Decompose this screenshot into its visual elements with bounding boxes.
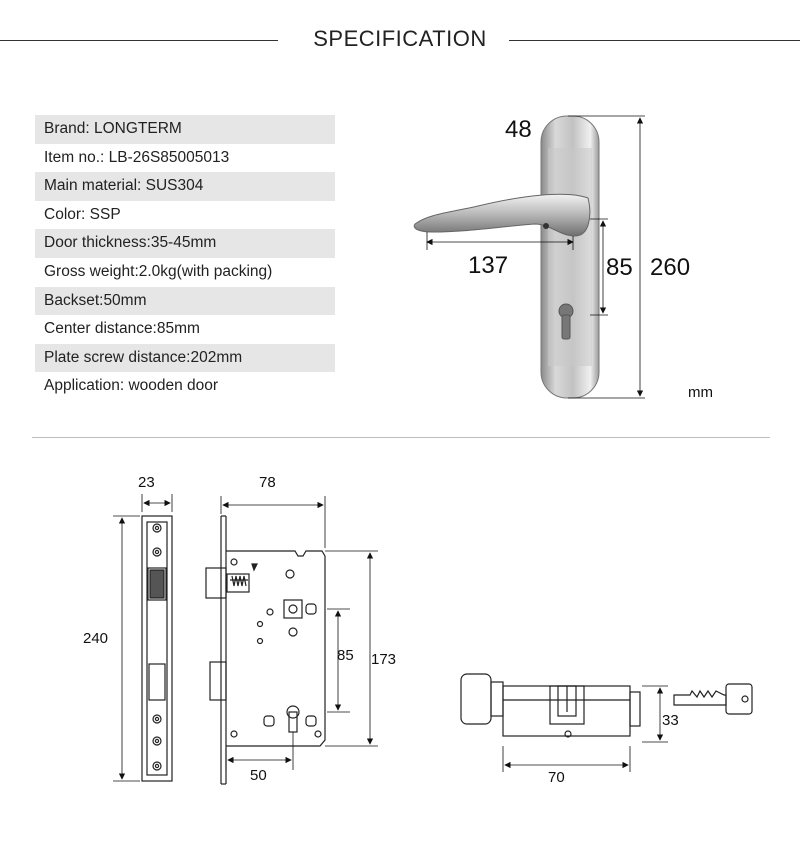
dim-85-body: 85 <box>337 647 354 664</box>
spec-row-plate-screw: Plate screw distance:202mm <box>35 344 335 373</box>
dim-33: 33 <box>662 712 679 729</box>
dim-70: 70 <box>548 769 565 786</box>
spec-row-material: Main material: SUS304 <box>35 172 335 201</box>
spec-row-application: Application: wooden door <box>44 377 219 395</box>
dim-78: 78 <box>259 474 276 491</box>
spec-row-center-distance: Center distance:85mm <box>44 320 200 338</box>
keyhole-body <box>562 315 570 339</box>
cylinder-dimension-lines <box>503 686 668 772</box>
spec-row-gross-weight: Gross weight:2.0kg(with packing) <box>44 262 273 280</box>
dim-240: 240 <box>83 630 109 647</box>
spec-row-backset: Backset:50mm <box>35 287 335 316</box>
spec-row-door-thickness: Door thickness:35-45mm <box>35 229 335 258</box>
dim-48: 48 <box>505 116 532 143</box>
dim-260: 260 <box>650 254 691 281</box>
lock-body-drawing <box>206 516 325 784</box>
page-title: SPECIFICATION <box>0 26 800 52</box>
dim-137: 137 <box>468 252 509 279</box>
dim-50: 50 <box>250 767 267 784</box>
lever-screw <box>543 223 549 229</box>
dim-173: 173 <box>371 651 397 668</box>
spec-row-item-no: Item no.: LB-26S85005013 <box>44 148 230 166</box>
dim-23: 23 <box>138 474 155 491</box>
lever-handle <box>414 194 590 236</box>
spec-row-brand: Brand: LONGTERM <box>35 115 335 144</box>
key-drawing <box>674 684 752 714</box>
lock-body-dimension-lines <box>221 496 378 770</box>
unit-label: mm <box>688 384 713 401</box>
dim-85-handle: 85 <box>606 254 633 281</box>
cylinder-drawing <box>461 674 640 737</box>
spec-row-color: Color: SSP <box>44 205 121 223</box>
faceplate-drawing <box>142 516 172 781</box>
